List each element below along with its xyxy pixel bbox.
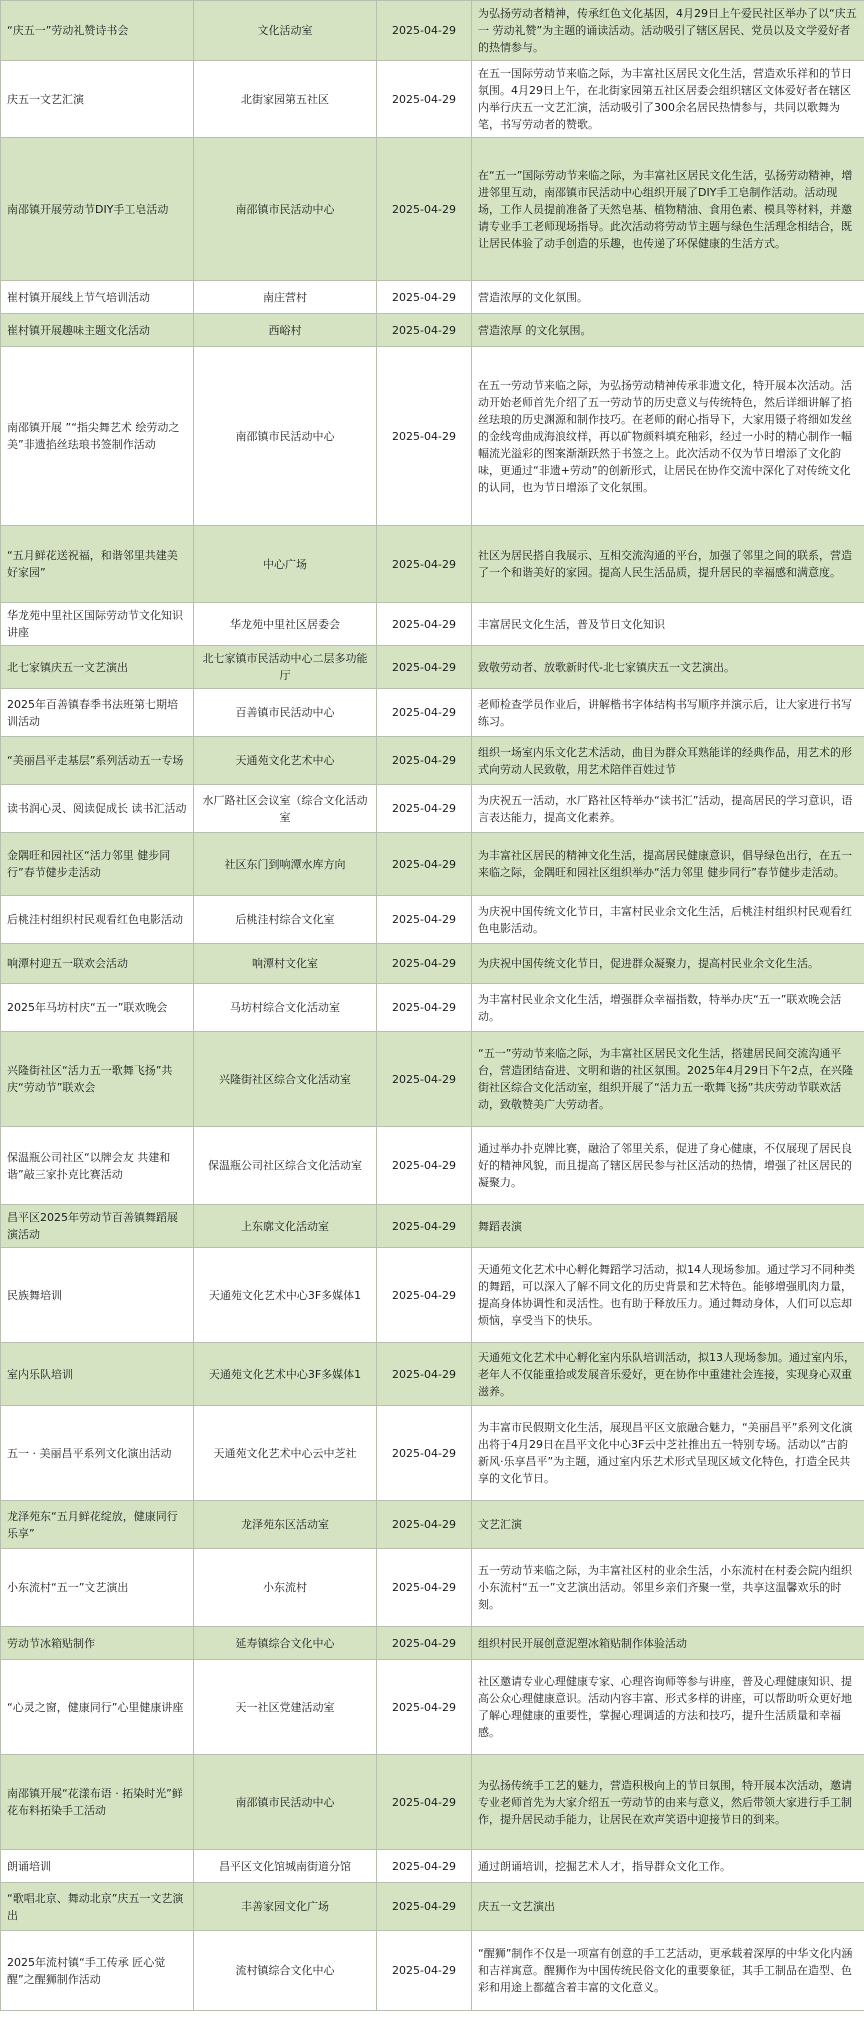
table-row xyxy=(1,1127,864,1205)
activity-name: 崔村镇开展趣味主题文化活动 xyxy=(1,314,194,347)
activity-description: 组织一场室内乐文化艺术活动，曲目为群众耳熟能详的经典作品，用艺术的形式向劳动人民致敬，用艺术陪伴百姓过节 xyxy=(472,737,864,785)
table-row xyxy=(1,1931,864,2011)
activity-description: 为丰富市民假期文化生活，展现昌平区文旅融合魅力，“美丽昌平”系列文化演出将于4月29日在昌平文化中心3F云中芝社推出五一特别专场。活动以“古韵新风·乐享昌平”为主题，通过室内乐艺术形式呈现区域文化特色，打造全民共享的文化节日。 xyxy=(472,1406,864,1501)
activity-date: 2025-04-29 xyxy=(377,785,472,833)
activity-date: 2025-04-29 xyxy=(377,526,472,603)
table-row xyxy=(1,785,864,833)
activity-date: 2025-04-29 xyxy=(377,1343,472,1406)
activity-description: 天通苑文化艺术中心孵化室内乐队培训活动，拟13人现场参加。通过室内乐，老年人不仅能重拾或发展音乐爱好，更在协作中重建社会连接，实现身心双重滋养。 xyxy=(472,1343,864,1406)
activity-description: 社区为居民搭自我展示、互相交流沟通的平台，加强了邻里之间的联系，营造了一个和谐美好的家园。提高人民生活品质，提升居民的幸福感和满意度。 xyxy=(472,526,864,603)
activity-name: 保温瓶公司社区“以牌会友 共建和谐”敲三家扑克比赛活动 xyxy=(1,1127,194,1205)
table-row xyxy=(1,1248,864,1343)
activity-name: 华龙苑中里社区国际劳动节文化知识讲座 xyxy=(1,603,194,646)
activity-location: 后桃洼村综合文化室 xyxy=(194,896,377,944)
activity-name: “心灵之窗，健康同行”心里健康讲座 xyxy=(1,1660,194,1755)
table-row xyxy=(1,1032,864,1127)
activity-name: 响潭村迎五一联欢会活动 xyxy=(1,944,194,984)
activity-date: 2025-04-29 xyxy=(377,984,472,1032)
table-row xyxy=(1,984,864,1032)
activity-name: 小东流村“五一”文艺演出 xyxy=(1,1549,194,1627)
activity-name: “歌唱北京、舞动北京”庆五一文艺演出 xyxy=(1,1883,194,1931)
activity-date: 2025-04-29 xyxy=(377,347,472,526)
activity-description: 为庆祝五一活动，水厂路社区特举办“读书汇”活动，提高居民的学习意识，语言表达能力，提高文化素养。 xyxy=(472,785,864,833)
activity-date: 2025-04-29 xyxy=(377,896,472,944)
activity-location: 马坊村综合文化活动室 xyxy=(194,984,377,1032)
activity-location: 天通苑文化艺术中心3F多媒体1 xyxy=(194,1248,377,1343)
activity-description: 通过举办扑克牌比赛，融洽了邻里关系，促进了身心健康，不仅展现了居民良好的精神风貌，而且提高了辖区居民参与社区活动的热情，增强了社区居民的凝聚力。 xyxy=(472,1127,864,1205)
activity-description: 在五一劳动节来临之际，为弘扬劳动精神传承非遗文化，特开展本次活动。活动开始老师首先介绍了五一劳动节的历史意义与传统特色，然后详细讲解了掐丝珐琅的历史渊源和制作技巧。在老师的耐心指导下，大家用镊子将细如发丝的金线弯曲成海浪纹样，再以矿物颜料填充釉彩，经过一小时的精心制作一幅幅流光溢彩的图案渐渐跃然于书签之上。此次活动不仅为节日增添了文化韵味，更通过“非遗+劳动”的创新形式，让居民在协作交流中深化了对传统文化的认同，也为节日增添了文化氛围。 xyxy=(472,347,864,526)
activity-location: 百善镇市民活动中心 xyxy=(194,689,377,737)
activity-date: 2025-04-29 xyxy=(377,689,472,737)
activity-name: 民族舞培训 xyxy=(1,1248,194,1343)
activity-date: 2025-04-29 xyxy=(377,1755,472,1850)
activity-location: 天一社区党建活动室 xyxy=(194,1660,377,1755)
activity-name: 南邵镇开展劳动节DIY手工皂活动 xyxy=(1,138,194,281)
activity-date: 2025-04-29 xyxy=(377,1,472,61)
activity-name: 劳动节冰箱贴制作 xyxy=(1,1627,194,1660)
activity-description: 致敬劳动者、放歌新时代-北七家镇庆五一文艺演出。 xyxy=(472,646,864,689)
activity-location: 天通苑文化艺术中心3F多媒体1 xyxy=(194,1343,377,1406)
table-row xyxy=(1,833,864,896)
table-row xyxy=(1,1,864,61)
activity-description: 为丰富社区居民的精神文化生活，提高居民健康意识，倡导绿色出行，在五一来临之际，金隅旺和园社区组织举办“活力邻里 健步同行”春节健步走活动。 xyxy=(472,833,864,896)
table-row xyxy=(1,1627,864,1660)
activity-name: 2025年马坊村庆“五一”联欢晚会 xyxy=(1,984,194,1032)
activity-location: 北七家镇市民活动中心二层多功能厅 xyxy=(194,646,377,689)
table-row xyxy=(1,737,864,785)
activity-description: “醒狮”制作不仅是一项富有创意的手工艺活动，更承载着深厚的中华文化内涵和吉祥寓意。醒狮作为中国传统民俗文化的重要象征，其手工制品在造型、色彩和用途上都蕴含着丰富的文化意义。 xyxy=(472,1931,864,2011)
activity-name: “五月鲜花送祝福，和谐邻里共建美好家园” xyxy=(1,526,194,603)
activity-name: 兴隆街社区“活力五一歌舞飞扬”共庆“劳动节”联欢会 xyxy=(1,1032,194,1127)
activity-date: 2025-04-29 xyxy=(377,1549,472,1627)
activity-date: 2025-04-29 xyxy=(377,1032,472,1127)
activity-name: “美丽昌平走基层”系列活动五一专场 xyxy=(1,737,194,785)
activity-location: 保温瓶公司社区综合文化活动室 xyxy=(194,1127,377,1205)
activity-description: 文艺汇演 xyxy=(472,1501,864,1549)
activity-name: 后桃洼村组织村民观看红色电影活动 xyxy=(1,896,194,944)
activity-description: 老师检查学员作业后，讲解楷书字体结构书写顺序并演示后，让大家进行书写练习。 xyxy=(472,689,864,737)
activity-description: 营造浓厚 的文化氛围。 xyxy=(472,314,864,347)
activity-name: 南邵镇开展 ”“指尖舞艺术 绘劳动之美”非遗掐丝珐琅书签制作活动 xyxy=(1,347,194,526)
table-row xyxy=(1,1205,864,1248)
activity-date: 2025-04-29 xyxy=(377,1127,472,1205)
activity-description: 为弘扬传统手工艺的魅力，营造积极向上的节日氛围，特开展本次活动，邀请专业老师首先为大家介绍五一劳动节的由来与意义，然后带领大家进行手工制作，提升居民动手能力，让居民在欢声笑语中迎接节日的到来。 xyxy=(472,1755,864,1850)
table-row xyxy=(1,61,864,138)
activity-name: 朗诵培训 xyxy=(1,1850,194,1883)
activity-location: 社区东门到响潭水库方向 xyxy=(194,833,377,896)
activity-date: 2025-04-29 xyxy=(377,737,472,785)
activity-name: 昌平区2025年劳动节百善镇舞蹈展演活动 xyxy=(1,1205,194,1248)
activity-location: 南邵镇市民活动中心 xyxy=(194,347,377,526)
activity-description: 天通苑文化艺术中心孵化舞蹈学习活动，拟14人现场参加。通过学习不同种类的舞蹈，可以深入了解不同文化的历史背景和艺术特色。能够增强肌肉力量，提高身体协调性和灵活性。也有助于释放压力。通过舞动身体，人们可以忘却烦恼，享受当下的快乐。 xyxy=(472,1248,864,1343)
activity-date: 2025-04-29 xyxy=(377,1850,472,1883)
activity-name: 龙泽苑东“五月鲜花绽放，健康同行乐享” xyxy=(1,1501,194,1549)
activity-location: 天通苑文化艺术中心云中芝社 xyxy=(194,1406,377,1501)
activity-date: 2025-04-29 xyxy=(377,1501,472,1549)
activity-name: 室内乐队培训 xyxy=(1,1343,194,1406)
activity-name: 北七家镇庆五一文艺演出 xyxy=(1,646,194,689)
activity-description: 通过朗诵培训，挖掘艺术人才，指导群众文化工作。 xyxy=(472,1850,864,1883)
activity-date: 2025-04-29 xyxy=(377,1406,472,1501)
activity-name: “庆五一”劳动礼赞诗书会 xyxy=(1,1,194,61)
table-row xyxy=(1,347,864,526)
table-row xyxy=(1,314,864,347)
activity-location: 北街家园第五社区 xyxy=(194,61,377,138)
activity-location: 南庄营村 xyxy=(194,281,377,314)
table-row xyxy=(1,1343,864,1406)
activity-description: 舞蹈表演 xyxy=(472,1205,864,1248)
activity-location: 小东流村 xyxy=(194,1549,377,1627)
activity-date: 2025-04-29 xyxy=(377,138,472,281)
activity-name: 五一 · 美丽昌平系列文化演出活动 xyxy=(1,1406,194,1501)
activity-date: 2025-04-29 xyxy=(377,1660,472,1755)
activity-description: 五一劳动节来临之际，为丰富社区村的业余生活，小东流村在村委会院内组织小东流村“五一”文艺演出活动。邻里乡亲们齐聚一堂，共享这温馨欢乐的时刻。 xyxy=(472,1549,864,1627)
activity-location: 文化活动室 xyxy=(194,1,377,61)
activity-location: 响潭村文化室 xyxy=(194,944,377,984)
activity-location: 中心广场 xyxy=(194,526,377,603)
activity-description: 为庆祝中国传统文化节日，促进群众凝聚力，提高村民业余文化生活。 xyxy=(472,944,864,984)
activity-name: 金隅旺和园社区“活力邻里 健步同行”春节健步走活动 xyxy=(1,833,194,896)
activity-description: 庆五一文艺演出 xyxy=(472,1883,864,1931)
table-row xyxy=(1,1660,864,1755)
table-row xyxy=(1,1501,864,1549)
table-row xyxy=(1,1755,864,1850)
activity-description: 组织村民开展创意泥塑冰箱贴制作体验活动 xyxy=(472,1627,864,1660)
activity-name: 庆五一文艺汇演 xyxy=(1,61,194,138)
activity-date: 2025-04-29 xyxy=(377,833,472,896)
table-row xyxy=(1,1883,864,1931)
activity-date: 2025-04-29 xyxy=(377,1883,472,1931)
table-row xyxy=(1,1406,864,1501)
table-row xyxy=(1,138,864,281)
activity-date: 2025-04-29 xyxy=(377,1248,472,1343)
table-row xyxy=(1,281,864,314)
activity-date: 2025-04-29 xyxy=(377,603,472,646)
table-row xyxy=(1,646,864,689)
activity-date: 2025-04-29 xyxy=(377,646,472,689)
activity-description: 为弘扬劳动者精神，传承红色文化基因，4月29日上午爱民社区举办了以“庆五一 劳动礼赞”为主题的诵读活动。活动吸引了辖区居民、党员以及文学爱好者的热情参与。 xyxy=(472,1,864,61)
table-row xyxy=(1,944,864,984)
activity-location: 华龙苑中里社区居委会 xyxy=(194,603,377,646)
activity-name: 读书润心灵、阅读促成长 读书汇活动 xyxy=(1,785,194,833)
activity-location: 南邵镇市民活动中心 xyxy=(194,138,377,281)
activity-description: 在五一国际劳动节来临之际，为丰富社区居民文化生活，营造欢乐祥和的节日氛围。4月29日上午，在北街家园第五社区居委会组织辖区文体爱好者在辖区内举行庆五一文艺汇演，活动吸引了300余名居民热情参与，共同以歌舞为笔，书写劳动者的赞歌。 xyxy=(472,61,864,138)
activity-date: 2025-04-29 xyxy=(377,314,472,347)
activity-date: 2025-04-29 xyxy=(377,1931,472,2011)
activity-description: “五一”劳动节来临之际，为丰富社区居民文化生活，搭建居民间交流沟通平台，营造团结奋进、文明和谐的社区氛围。2025年4月29日下午2点，在兴隆街社区综合文化活动室，组织开展了“活力五一歌舞飞扬”共庆劳动节联欢活动，致敬赞美广大劳动者。 xyxy=(472,1032,864,1127)
activity-location: 兴隆街社区综合文化活动室 xyxy=(194,1032,377,1127)
activity-location: 南邵镇市民活动中心 xyxy=(194,1755,377,1850)
activity-date: 2025-04-29 xyxy=(377,281,472,314)
activity-description: 营造浓厚的文化氛围。 xyxy=(472,281,864,314)
activity-location: 丰善家园文化广场 xyxy=(194,1883,377,1931)
table-row xyxy=(1,1850,864,1883)
table-row xyxy=(1,896,864,944)
table-row xyxy=(1,1549,864,1627)
activity-name: 2025年流村镇“手工传承 匠心觉醒”之醒狮制作活动 xyxy=(1,1931,194,2011)
table-row xyxy=(1,526,864,603)
activity-description: 社区邀请专业心理健康专家、心理咨询师等参与讲座，普及心理健康知识、提高公众心理健康意识。活动内容丰富、形式多样的讲座，可以帮助听众更好地了解心理健康的重要性，掌握心理调适的方法和技巧，提升生活质量和幸福感。 xyxy=(472,1660,864,1755)
activity-description: 为丰富村民业余文化生活，增强群众幸福指数，特举办庆“五一”联欢晚会活动。 xyxy=(472,984,864,1032)
activity-name: 2025年百善镇春季书法班第七期培训活动 xyxy=(1,689,194,737)
activity-location: 昌平区文化馆城南街道分馆 xyxy=(194,1850,377,1883)
activity-location: 龙泽苑东区活动室 xyxy=(194,1501,377,1549)
activity-description: 丰富居民文化生活，普及节日文化知识 xyxy=(472,603,864,646)
activity-description: 为庆祝中国传统文化节日，丰富村民业余文化生活，后桃洼村组织村民观看红色电影活动。 xyxy=(472,896,864,944)
activity-name: 崔村镇开展线上节气培训活动 xyxy=(1,281,194,314)
activity-location: 上东廓文化活动室 xyxy=(194,1205,377,1248)
table-row xyxy=(1,689,864,737)
activity-date: 2025-04-29 xyxy=(377,1627,472,1660)
activity-name: 南邵镇开展“花漾布语 · 拓染时光”鲜花布料拓染手工活动 xyxy=(1,1755,194,1850)
table-row xyxy=(1,603,864,646)
activity-location: 延寿镇综合文化中心 xyxy=(194,1627,377,1660)
activity-location: 流村镇综合文化中心 xyxy=(194,1931,377,2011)
activity-location: 天通苑文化艺术中心 xyxy=(194,737,377,785)
activity-location: 水厂路社区会议室（综合文化活动室 xyxy=(194,785,377,833)
activity-date: 2025-04-29 xyxy=(377,61,472,138)
activity-location: 西峪村 xyxy=(194,314,377,347)
activity-description: 在“五一”国际劳动节来临之际，为丰富社区居民文化生活，弘扬劳动精神，增进邻里互动，南邵镇市民活动中心组织开展了DIY手工皂制作活动。活动现场，工作人员提前准备了天然皂基、植物精油、食用色素、模具等材料，并邀请专业手工老师现场指导。此次活动将劳动节主题与绿色生活理念相结合，既让居民体验了动手创造的乐趣，也传递了环保健康的生活方式。 xyxy=(472,138,864,281)
activity-date: 2025-04-29 xyxy=(377,944,472,984)
activity-date: 2025-04-29 xyxy=(377,1205,472,1248)
